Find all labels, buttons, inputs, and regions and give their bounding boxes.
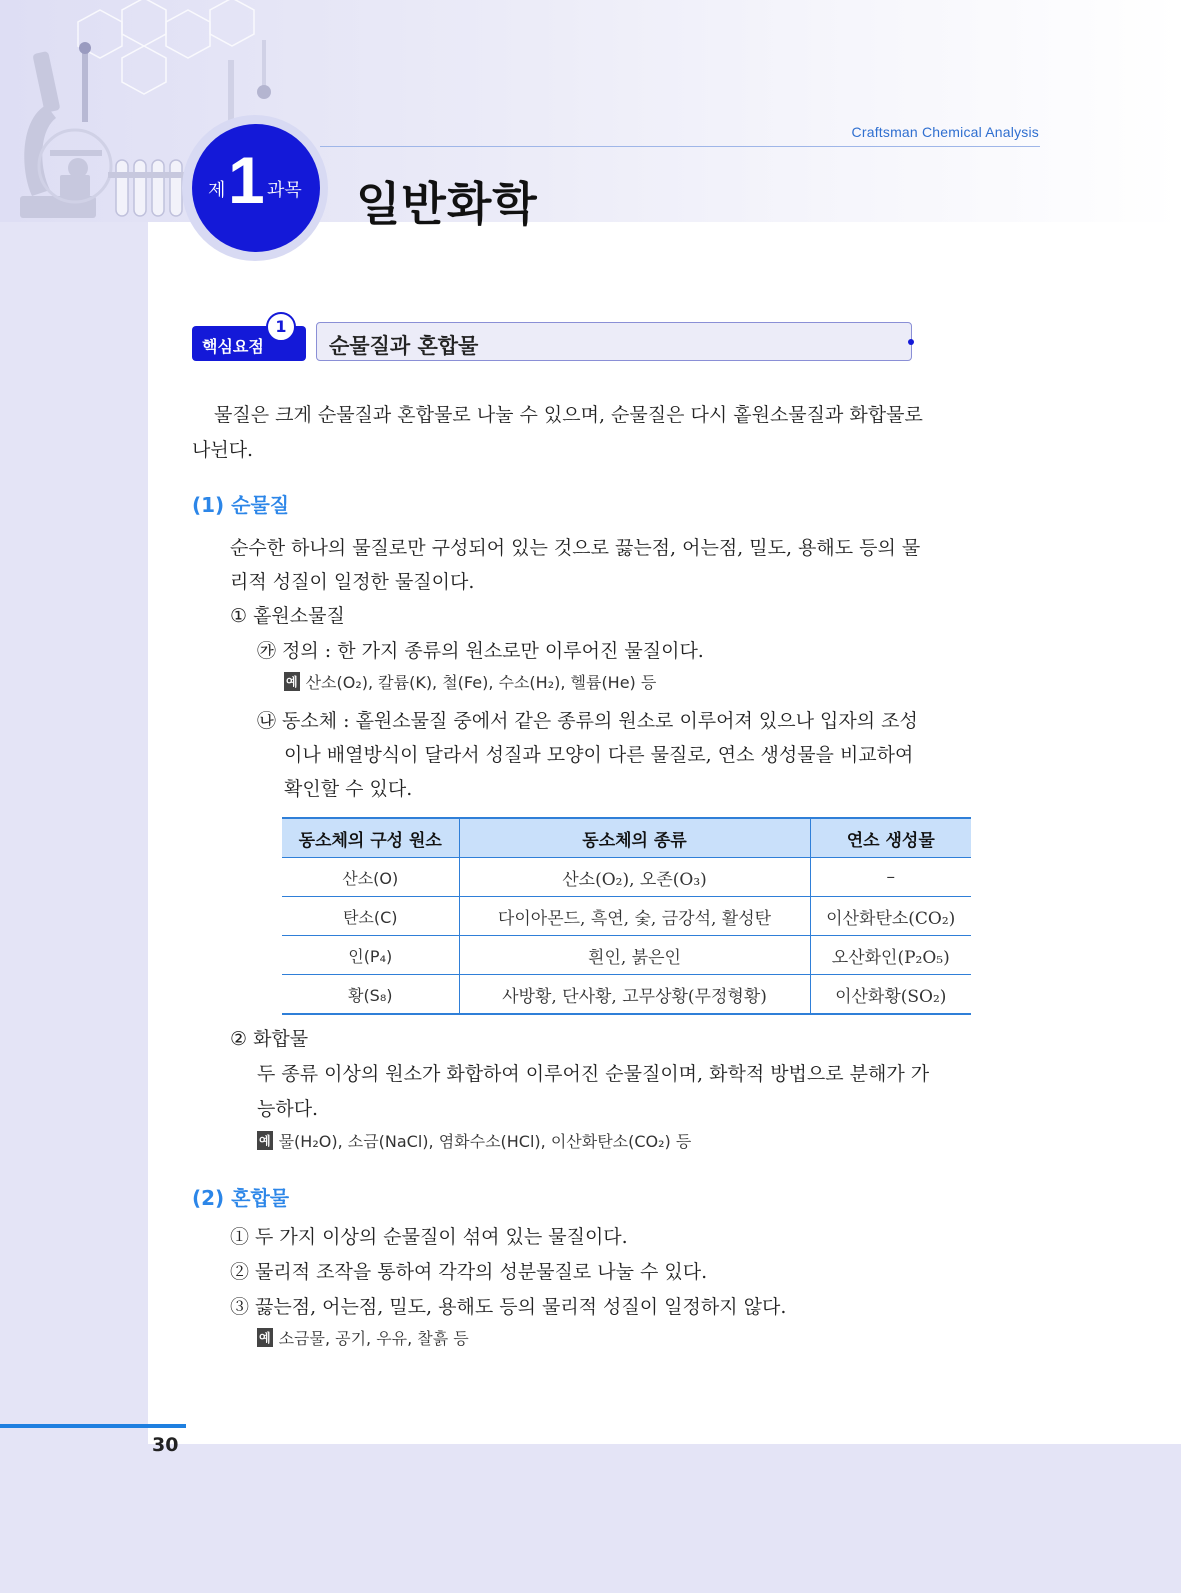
key-point-title: 순물질과 혼합물 (329, 334, 479, 358)
table-row (282, 858, 971, 897)
intro-line-2: 나뉜다. (192, 439, 254, 461)
table-cell: – (810, 858, 971, 897)
table-cell: 다이아몬드, 흑연, 숯, 금강석, 활성탄 (459, 897, 810, 936)
allotrope-line-2: 이나 배열방식이 달라서 성질과 모양이 다른 물질로, 연소 생성물을 비교하여 (284, 744, 914, 766)
mixture-example-text: 소금물, 공기, 우유, 찰흙 등 (278, 1329, 469, 1348)
table-header-cell: 동소체의 구성 원소 (282, 818, 459, 858)
section-2-heading: (2) 혼합물 (192, 1186, 290, 1210)
table-header-cell: 연소 생성물 (810, 818, 971, 858)
table-cell: 오산화인(P₂O₅) (810, 936, 971, 975)
key-point-title-box (316, 322, 912, 361)
left-margin-band (0, 0, 148, 1593)
subject-badge (192, 124, 320, 252)
item-1-definition: ㉮ 정의 : 한 가지 종류의 원소로만 이루어진 물질이다. (257, 640, 704, 662)
mixture-item-3: ③ 끓는점, 어는점, 밀도, 용해도 등의 물리적 성질이 일정하지 않다. (230, 1296, 787, 1318)
table-cell: 탄소(C) (282, 897, 459, 936)
item-2-title: ② 화합물 (230, 1028, 309, 1050)
item-2-example-text: 물(H₂O), 소금(NaCl), 염화수소(HCl), 이산화탄소(CO₂) 등 (278, 1132, 692, 1151)
bottom-margin-band (0, 1444, 1181, 1593)
page-number-bar (0, 1424, 186, 1428)
mixture-item-2: ② 물리적 조작을 통하여 각각의 성분물질로 나눌 수 있다. (230, 1261, 708, 1283)
mixture-item-1: ① 두 가지 이상의 순물질이 섞여 있는 물질이다. (230, 1226, 628, 1248)
allotrope-table (282, 817, 971, 1015)
table-cell: 산소(O₂), 오존(O₃) (459, 858, 810, 897)
mixture-example (257, 1326, 469, 1349)
section-1-heading: (1) 순물질 (192, 493, 290, 517)
table-row (282, 936, 971, 975)
badge-prefix: 제 (208, 180, 226, 201)
key-point-label: 핵심요점 (202, 337, 264, 356)
table-header-cell: 동소체의 종류 (459, 818, 810, 858)
example-tag: 예 (257, 1328, 273, 1347)
allotrope-line-3: 확인할 수 있다. (284, 778, 413, 800)
bullet-dot-icon (908, 339, 914, 345)
table-cell: 이산화탄소(CO₂) (810, 897, 971, 936)
table-cell: 산소(O) (282, 858, 459, 897)
book-brand: Craftsman Chemical Analysis (851, 124, 1039, 140)
key-point-number: 1 (266, 312, 296, 342)
table-cell: 흰인, 붉은인 (459, 936, 810, 975)
page-number: 30 (152, 1434, 179, 1456)
item-1-title: ① 홑원소물질 (230, 605, 345, 627)
header-rule (320, 146, 1040, 147)
item-1-example (284, 670, 656, 693)
table-cell: 황(S₈) (282, 975, 459, 1015)
example-tag: 예 (284, 672, 300, 691)
item-2-desc-line-1: 두 종류 이상의 원소가 화합하여 이루어진 순물질이며, 화학적 방법으로 분해가 가 (257, 1063, 930, 1085)
table-cell: 사방황, 단사황, 고무상황(무정형황) (459, 975, 810, 1015)
table-cell: 이산화황(SO₂) (810, 975, 971, 1015)
item-2-example (257, 1129, 691, 1152)
table-row (282, 975, 971, 1015)
key-point-tag (192, 317, 306, 361)
badge-number: 1 (228, 143, 265, 217)
allotrope-line-1: ㉯ 동소체 : 홑원소물질 중에서 같은 종류의 원소로 이루어져 있으나 입자의 조성 (257, 710, 918, 732)
table-cell: 인(P₄) (282, 936, 459, 975)
section-1-desc-line-1: 순수한 하나의 물질로만 구성되어 있는 것으로 끓는점, 어는점, 밀도, 용해도 등의 물 (230, 537, 921, 559)
item-2-desc-line-2: 능하다. (257, 1098, 319, 1120)
item-1-example-text: 산소(O₂), 칼륨(K), 철(Fe), 수소(H₂), 헬륨(He) 등 (305, 673, 657, 692)
example-tag: 예 (257, 1131, 273, 1150)
table-row (282, 897, 971, 936)
table-header-row (282, 818, 971, 858)
section-1-desc-line-2: 리적 성질이 일정한 물질이다. (230, 571, 475, 593)
badge-suffix: 과목 (267, 180, 302, 201)
subject-title: 일반화학 (356, 177, 538, 231)
intro-line-1: 물질은 크게 순물질과 혼합물로 나눌 수 있으며, 순물질은 다시 홑원소물질과 화합물로 (214, 404, 923, 426)
